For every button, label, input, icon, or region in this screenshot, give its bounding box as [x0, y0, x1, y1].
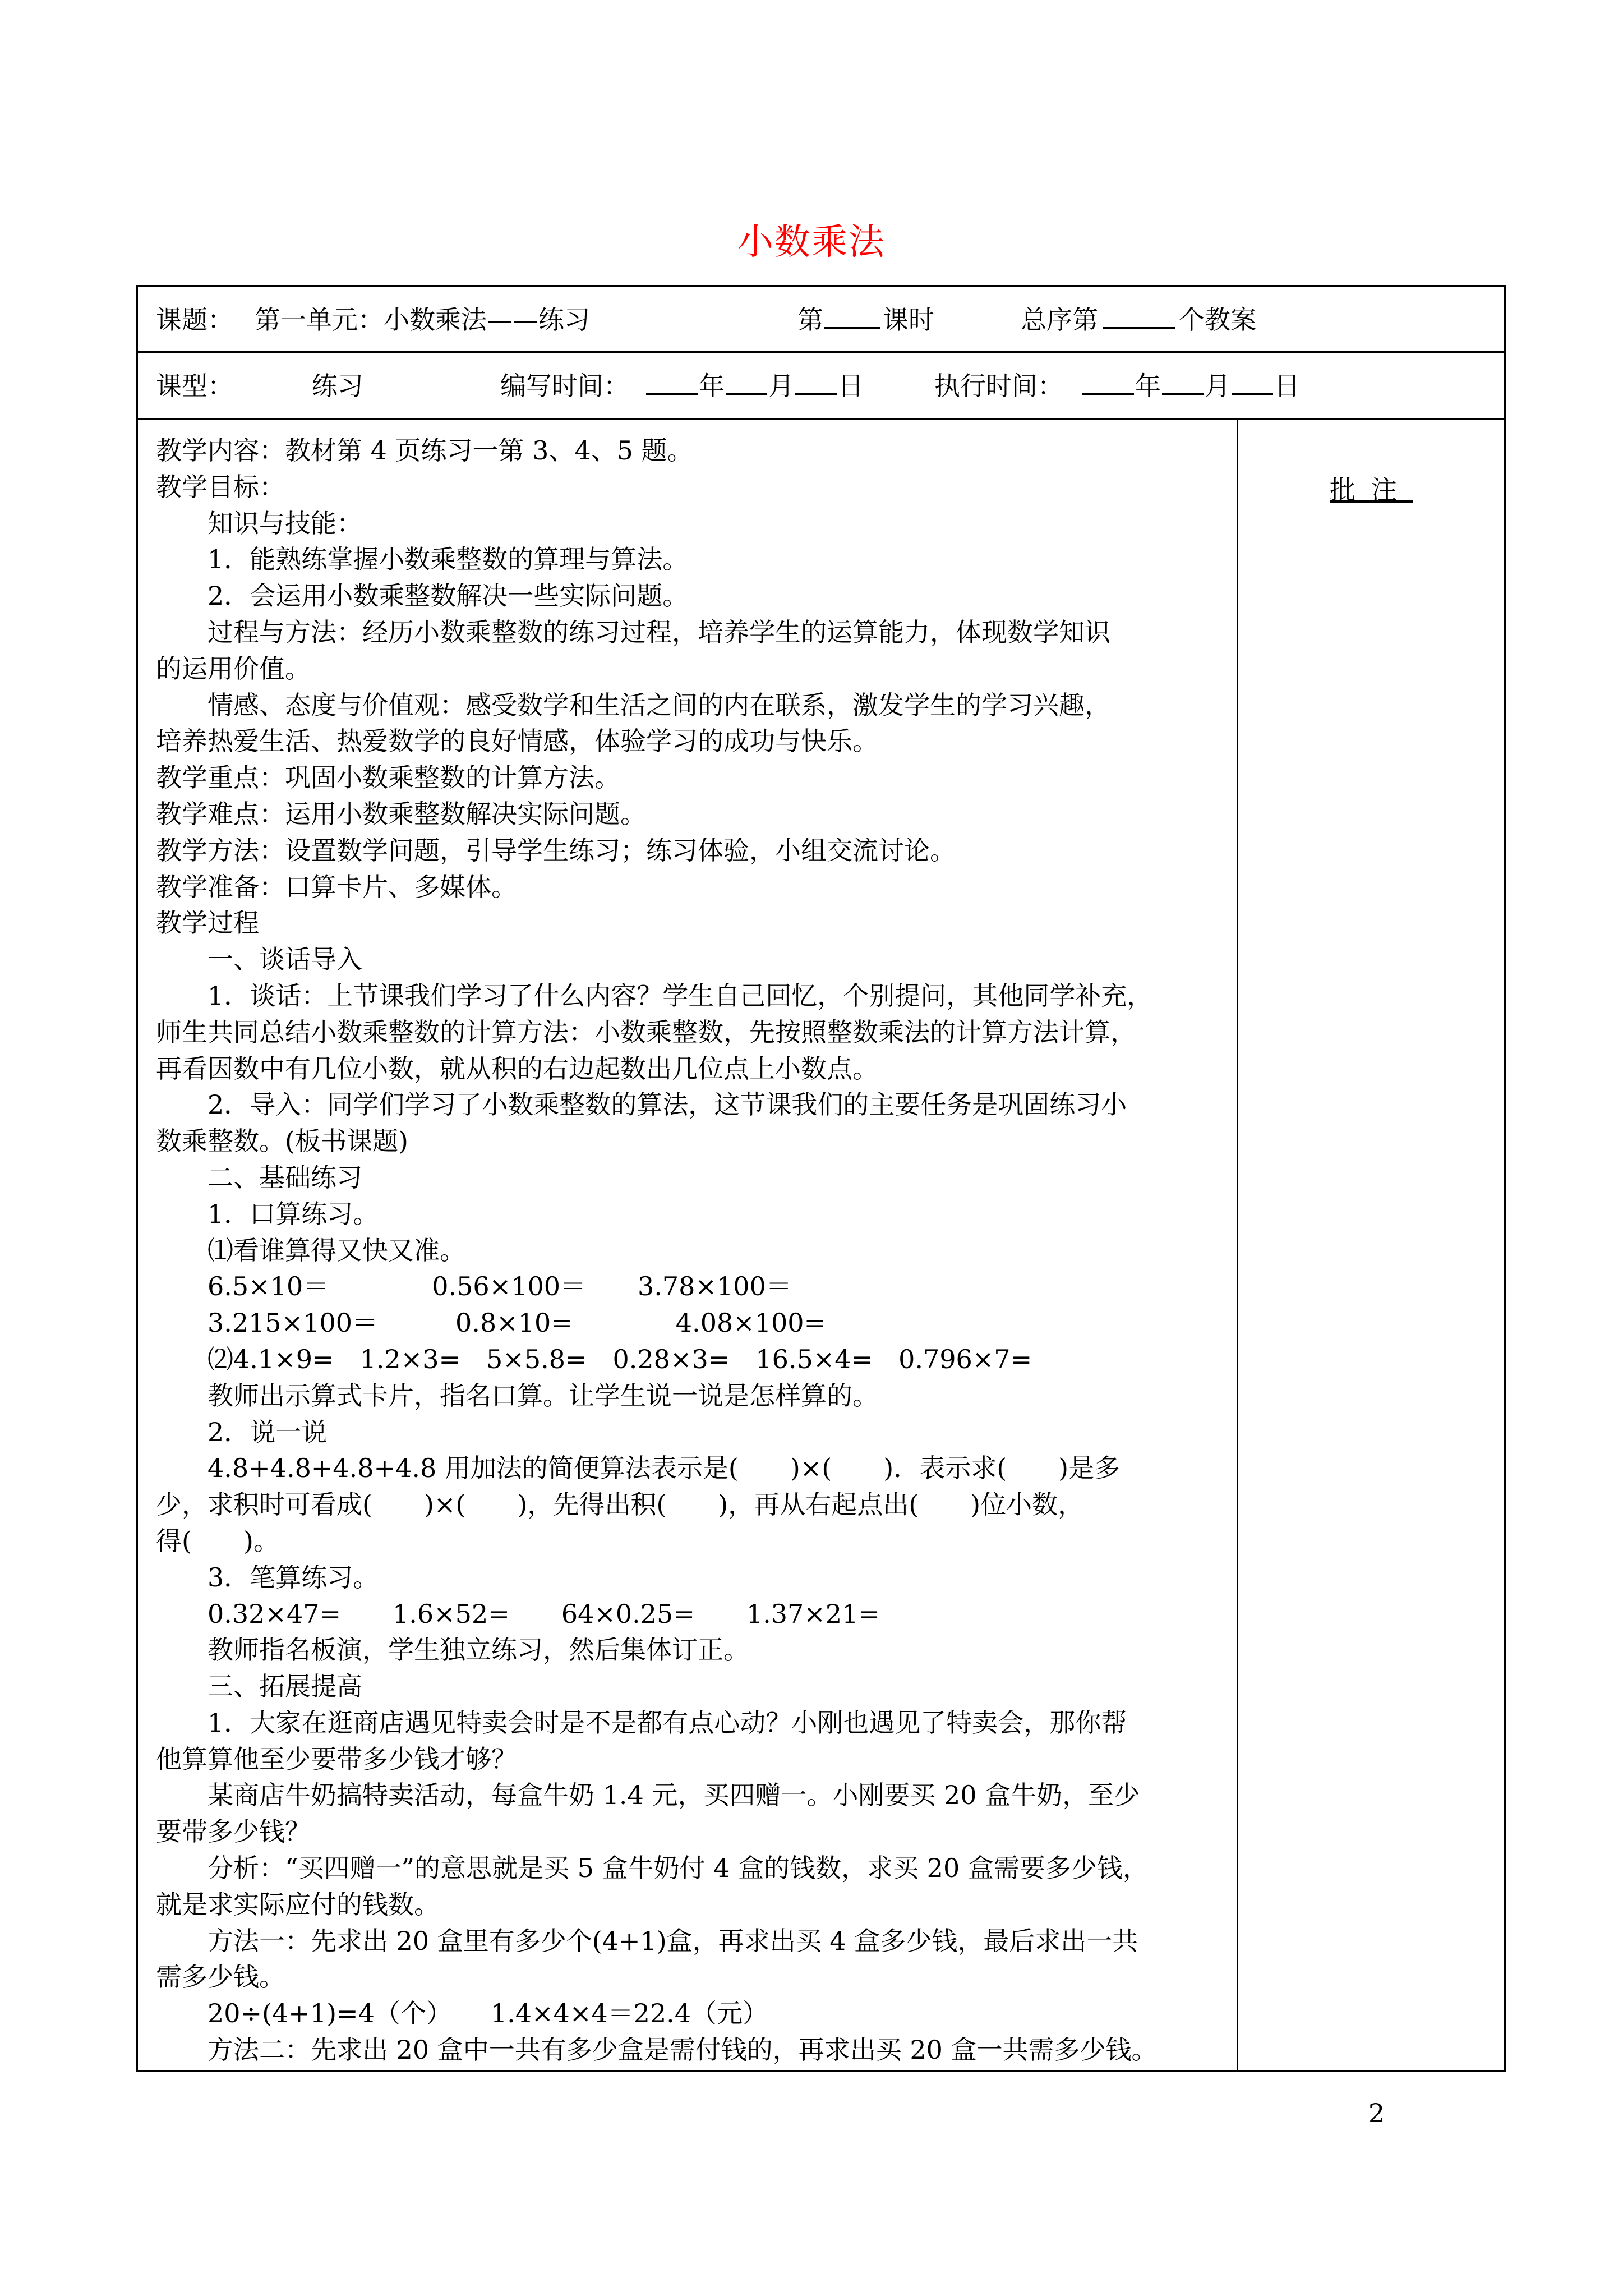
- content-line: 教学重点：巩固小数乘整数的计算方法。: [156, 762, 620, 793]
- total-prefix: 总序第: [1021, 305, 1098, 335]
- annotation-title: 批注: [1330, 475, 1413, 505]
- annotation-cell: [1238, 420, 1504, 2070]
- write-month: 月: [768, 371, 794, 401]
- content-line: 教学目标：: [156, 471, 285, 502]
- content-line: 一、谈话导入: [208, 944, 362, 975]
- exec-time-label: 执行时间：: [934, 371, 1063, 401]
- content-line: 就是求实际应付的钱数。: [156, 1889, 440, 1920]
- topic-value: 第一单元：小数乘法——练习: [255, 305, 590, 335]
- content-line: 三、拓展提高: [208, 1671, 362, 1702]
- content-line: 知识与技能：: [208, 508, 362, 539]
- header-row-topic: [138, 287, 1504, 353]
- page-title: 小数乘法: [737, 222, 886, 263]
- lesson-number-blank: [824, 305, 880, 329]
- content-line: 教师指名板演，学生独立练习，然后集体订正。: [208, 1635, 749, 1665]
- content-line: 20÷(4+1)=4（个） 1.4×4×4＝22.4（元）: [208, 1998, 769, 2029]
- lesson-prefix: 第: [797, 305, 823, 335]
- content-line: 4.8+4.8+4.8+4.8 用加法的简便算法表示是( )×( )．表示求( )是多: [208, 1453, 1121, 1484]
- content-line: 的运用价值。: [156, 653, 311, 684]
- exec-day-blank: [1232, 371, 1273, 395]
- content-line: 1．口算练习。: [208, 1198, 379, 1229]
- content-line: 0.32×47= 1.6×52= 64×0.25= 1.37×21=: [208, 1598, 880, 1629]
- content-line: 教学准备：口算卡片、多媒体。: [156, 871, 517, 902]
- content-line: 3.215×100＝ 0.8×10= 4.08×100=: [208, 1308, 826, 1338]
- content-line: 教学难点：运用小数乘整数解决实际问题。: [156, 798, 646, 829]
- content-line: 1．大家在逛商店遇见特卖会时是不是都有点心动？小刚也遇见了特卖会，那你帮: [208, 1707, 1127, 1738]
- content-line: 过程与方法：经历小数乘整数的练习过程，培养学生的运算能力，体现数学知识: [208, 616, 1110, 647]
- content-line: 需多少钱。: [156, 1962, 285, 1993]
- content-line: 教学方法：设置数学问题，引导学生练习；练习体验，小组交流讨论。: [156, 835, 956, 866]
- content-line: 某商店牛奶搞特卖活动，每盒牛奶 1.4 元，买四赠一。小刚要买 20 盒牛奶，至少: [208, 1780, 1140, 1811]
- total-suffix: 个教案: [1179, 305, 1256, 335]
- write-day: 日: [838, 371, 864, 401]
- lesson-plan-table: [136, 285, 1506, 2072]
- content-line: 1．能熟练掌握小数乘整数的算理与算法。: [208, 544, 689, 575]
- type-label: 课型：: [156, 371, 233, 401]
- write-year-blank: [646, 371, 698, 395]
- content-line: 教学过程: [156, 908, 259, 938]
- content-line: ⑴看谁算得又快又准。: [208, 1235, 465, 1266]
- exec-year-blank: [1082, 371, 1134, 395]
- content-line: 少，求积时可看成( )×( )，先得出积( )，再从右起点出( )位小数，: [156, 1489, 1084, 1520]
- content-line: 方法二：先求出 20 盒中一共有多少盒是需付钱的，再求出买 20 盒一共需多少钱。: [208, 2035, 1158, 2065]
- exec-month: 月: [1205, 371, 1230, 401]
- lesson-suffix: 课时: [883, 305, 934, 335]
- total-number-blank: [1103, 305, 1175, 329]
- content-line: 数乘整数。(板书课题): [156, 1126, 408, 1157]
- content-line: 分析：“买四赠一”的意思就是买 5 盒牛奶付 4 盒的钱数，求买 20 盒需要多少钱，: [208, 1853, 1149, 1884]
- content-line: 2．说一说: [208, 1416, 328, 1447]
- content-line: 培养热爱生活、热爱数学的良好情感，体验学习的成功与快乐。: [156, 726, 878, 757]
- content-line: 二、基础练习: [208, 1162, 362, 1193]
- content-line: 3．笔算练习。: [208, 1562, 379, 1593]
- exec-year: 年: [1135, 371, 1161, 401]
- teaching-content: [156, 432, 1221, 2068]
- content-line: 再看因数中有几位小数，就从积的右边起数出几位点上小数点。: [156, 1053, 878, 1084]
- content-line: ⑵4.1×9= 1.2×3= 5×5.8= 0.28×3= 16.5×4= 0.796×7=: [208, 1343, 1032, 1374]
- content-line: 1．谈话：上节课我们学习了什么内容？学生自己回忆，个别提问，其他同学补充，: [208, 980, 1153, 1011]
- teaching-content-cell: [138, 420, 1238, 2070]
- exec-month-blank: [1162, 371, 1204, 395]
- content-line: 情感、态度与价值观：感受数学和生活之间的内在联系，激发学生的学习兴趣，: [208, 689, 1110, 720]
- exec-day: 日: [1274, 371, 1300, 401]
- write-month-blank: [726, 371, 767, 395]
- topic-label: 课题：: [156, 305, 233, 335]
- type-value: 练习: [312, 371, 363, 401]
- write-day-blank: [795, 371, 837, 395]
- write-time-label: 编写时间：: [500, 371, 629, 401]
- content-line: 教学内容：教材第 4 页练习一第 3、4、5 题。: [156, 435, 693, 466]
- content-line: 教师出示算式卡片，指名口算。让学生说一说是怎样算的。: [208, 1380, 878, 1411]
- page-number: 2: [1368, 2098, 1385, 2128]
- write-year: 年: [699, 371, 725, 401]
- content-line: 要带多少钱？: [156, 1816, 311, 1847]
- content-line: 他算算他至少要带多少钱才够？: [156, 1743, 517, 1774]
- content-line: 2．导入：同学们学习了小数乘整数的算法，这节课我们的主要任务是巩固练习小: [208, 1089, 1127, 1120]
- header-row-type: [138, 353, 1504, 420]
- content-line: 得( )。: [156, 1525, 279, 1556]
- content-line: 师生共同总结小数乘整数的计算方法：小数乘整数，先按照整数乘法的计算方法计算，: [156, 1016, 1136, 1047]
- content-line: 方法一：先求出 20 盒里有多少个(4+1)盒，再求出买 4 盒多少钱，最后求出一共: [208, 1925, 1138, 1956]
- content-line: 2．会运用小数乘整数解决一些实际问题。: [208, 581, 689, 611]
- content-line: 6.5×10＝ 0.56×100＝ 3.78×100＝: [208, 1271, 792, 1302]
